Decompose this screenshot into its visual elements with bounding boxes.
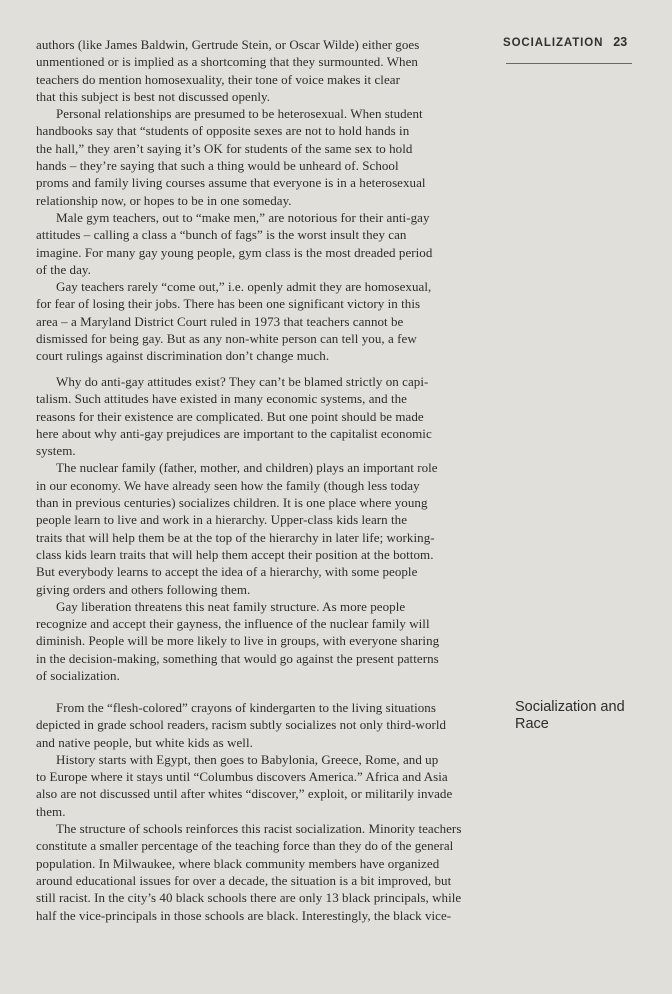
text-line: half the vice-principals in those schools are black. Interestingly, the black vice- xyxy=(36,907,452,923)
text-line: that this subject is best not discussed openly. xyxy=(36,88,271,104)
text-line: the hall,” they aren’t saying it’s OK for students of the same sex to hold xyxy=(36,140,413,156)
paragraph xyxy=(36,278,506,364)
text-line: proms and family living courses assume that everyone is in a heterosexual xyxy=(36,175,426,191)
paragraph xyxy=(36,820,506,924)
text-line: relationship now, or hopes to be in one someday. xyxy=(36,192,292,208)
text-line: depicted in grade school readers, racism subtly socializes not only third-world xyxy=(36,717,447,733)
text-line: handbooks say that “students of opposite sexes are not to hold hands in xyxy=(36,123,410,139)
text-line: reasons for their existence are complicated. But one point should be made xyxy=(36,408,424,424)
running-title: SOCIALIZATION xyxy=(503,37,604,49)
text-line: constitute a smaller percentage of the teaching force than they do of the general xyxy=(36,838,454,854)
text-line: of socialization. xyxy=(36,668,120,684)
text-line: Why do anti-gay attitudes exist? They can’t be blamed strictly on capi- xyxy=(56,374,429,389)
text-block-family xyxy=(36,373,506,684)
running-head xyxy=(503,35,633,49)
text-line: in our economy. We have already seen how the family (though less today xyxy=(36,477,420,493)
text-line: for fear of losing their jobs. There has been one significant victory in this xyxy=(36,296,421,312)
text-line: attitudes – calling a class a “bunch of fags” is the worst insult they can xyxy=(36,227,407,243)
text-line: authors (like James Baldwin, Gertrude Stein, or Oscar Wilde) either goes xyxy=(36,37,420,52)
text-line: unmentioned or is implied as a shortcoming that they surmounted. When xyxy=(36,54,418,70)
text-line: system. xyxy=(36,443,76,459)
text-line: The nuclear family (father, mother, and children) plays an important role xyxy=(56,460,438,476)
text-line: The structure of schools reinforces this racist socialization. Minority teachers xyxy=(56,821,462,837)
text-line: History starts with Egypt, then goes to Babylonia, Greece, Rome, and up xyxy=(56,751,439,767)
section-heading-line: Socialization and xyxy=(515,699,625,715)
paragraph xyxy=(36,36,506,105)
paragraph xyxy=(36,209,506,278)
text-line: of the day. xyxy=(36,261,91,277)
text-line: hands – they’re saying that such a thing would be unheard of. School xyxy=(36,158,399,174)
text-line: But everybody learns to accept the idea of a hierarchy, with some people xyxy=(36,564,418,580)
text-line: still racist. In the city’s 40 black schools there are only 13 black principals, while xyxy=(36,890,462,906)
paragraph xyxy=(36,373,506,459)
text-line: class kids learn traits that will help them accept their position at the bottom. xyxy=(36,546,434,562)
text-line: recognize and accept their gayness, the influence of the nuclear family will xyxy=(36,616,430,632)
text-line: court rulings against discrimination don’t change much. xyxy=(36,348,330,364)
text-line: imagine. For many gay young people, gym class is the most dreaded period xyxy=(36,244,433,260)
text-line: population. In Milwaukee, where black community members have organized xyxy=(36,855,440,871)
text-line: in the decision-making, something that would go against the present patterns xyxy=(36,650,439,666)
paragraph xyxy=(36,105,506,209)
page-number: 23 xyxy=(613,35,628,49)
text-line: Male gym teachers, out to “make men,” are notorious for their anti-gay xyxy=(56,209,430,225)
text-block-race xyxy=(36,699,506,924)
text-line: teachers do mention homosexuality, their tone of voice makes it clear xyxy=(36,71,400,87)
text-line: here about why anti-gay prejudices are important to the capitalist economic xyxy=(36,425,432,441)
text-line: to Europe where it stays until “Columbus discovers America.” Africa and Asia xyxy=(36,769,448,785)
text-line: them. xyxy=(36,803,66,819)
text-line: dismissed for being gay. But as any non-white person can tell you, a few xyxy=(36,331,417,347)
text-line: area – a Maryland District Court ruled in 1973 that teachers cannot be xyxy=(36,313,404,329)
paragraph xyxy=(36,459,506,597)
text-line: giving orders and others following them. xyxy=(36,581,251,597)
section-heading-line: Race xyxy=(515,716,549,732)
text-block-sexuality xyxy=(36,36,506,365)
text-line: talism. Such attitudes have existed in many economic systems, and the xyxy=(36,391,407,407)
text-line: Gay teachers rarely “come out,” i.e. openly admit they are homosexual, xyxy=(56,279,432,295)
text-line: diminish. People will be more likely to live in groups, with everyone sharing xyxy=(36,633,440,649)
text-line: also are not discussed until after whites “discover,” exploit, or militarily invade xyxy=(36,786,453,802)
text-line: and native people, but white kids as well. xyxy=(36,734,253,750)
text-line: around educational issues for over a decade, the situation is a bit improved, but xyxy=(36,872,452,888)
paragraph xyxy=(36,751,506,820)
text-line: people learn to live and work in a hierarchy. Upper-class kids learn the xyxy=(36,512,408,528)
text-line: traits that will help them be at the top of the hierarchy in later life; working- xyxy=(36,529,435,545)
text-line: From the “flesh-colored” crayons of kindergarten to the living situations xyxy=(56,700,436,715)
text-line: Personal relationships are presumed to be heterosexual. When student xyxy=(56,106,423,122)
section-heading xyxy=(515,699,655,733)
text-line: than in previous centuries) socializes children. It is one place where young xyxy=(36,495,428,511)
text-line: Gay liberation threatens this neat family structure. As more people xyxy=(56,598,406,614)
paragraph xyxy=(36,699,506,751)
paragraph xyxy=(36,598,506,684)
header-rule xyxy=(506,63,632,64)
